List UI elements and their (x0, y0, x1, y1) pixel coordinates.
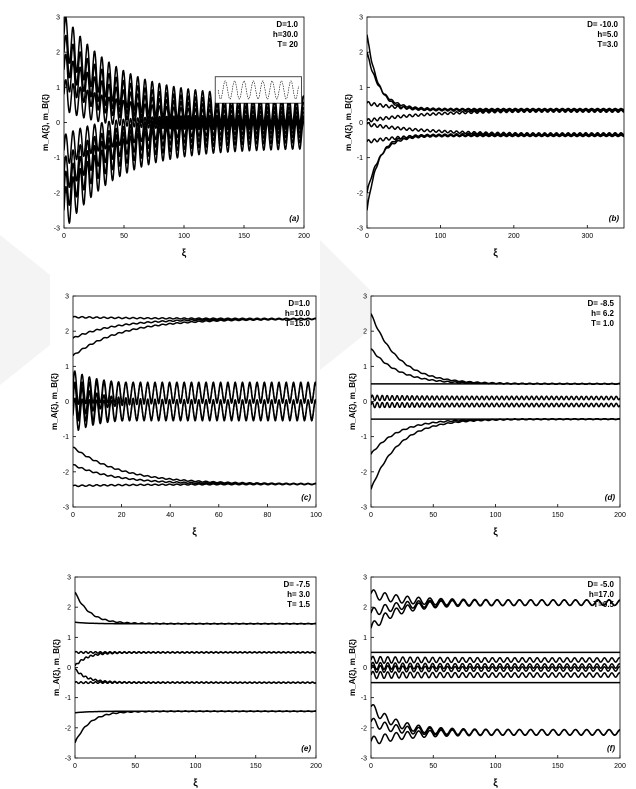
y-tick-label: 2 (65, 328, 69, 336)
x-tick-label: 60 (214, 512, 223, 519)
series-group (371, 590, 620, 744)
parameter-label: D= -10.0 (587, 20, 618, 29)
series-1 (367, 35, 624, 111)
y-tick-label: -1 (360, 434, 367, 442)
panel-tag: (c) (301, 493, 311, 502)
series-10 (73, 484, 316, 487)
y-tick-label: 2 (363, 328, 367, 336)
x-tick-label: 200 (310, 763, 322, 770)
series-8 (73, 447, 316, 484)
y-tick-label: 3 (363, 574, 367, 582)
x-tick-label: 50 (429, 512, 438, 519)
panel-e (52, 575, 322, 789)
x-tick-label: 0 (71, 512, 75, 519)
x-tick-label: 100 (489, 763, 502, 770)
panel-f (348, 575, 626, 789)
y-axis-label: m_A(ξ), m_B(ξ) (344, 94, 353, 151)
y-tick-label: 0 (359, 120, 363, 127)
x-tick-label: 100 (489, 512, 502, 519)
panel-tag: (b) (608, 214, 619, 223)
y-tick-label: 1 (363, 634, 367, 642)
x-tick-label: 100 (310, 512, 322, 519)
x-tick-label: 150 (551, 512, 564, 519)
series-3 (371, 600, 620, 628)
x-axis-label: ξ (493, 778, 498, 789)
plot-frame (75, 577, 316, 758)
y-tick-label: 0 (67, 665, 71, 672)
parameter-label: D=1.0 (288, 299, 310, 308)
series-5 (371, 656, 620, 663)
series-8 (367, 134, 624, 210)
y-tick-label: 3 (56, 14, 60, 22)
parameter-label: h=5.0 (597, 30, 618, 39)
series-4 (371, 395, 620, 400)
plot-frame (371, 296, 620, 507)
y-axis-label: m_A(ξ), m_B(ξ) (348, 373, 357, 430)
x-tick-label: 150 (238, 233, 250, 240)
series-group (367, 35, 624, 211)
y-tick-label: -3 (53, 225, 60, 233)
x-tick-label: 150 (249, 763, 262, 770)
y-axis-label: m_A(ξ), m_B(ξ) (50, 373, 59, 430)
y-tick-label: -3 (62, 504, 69, 512)
y-tick-label: 0 (363, 399, 367, 406)
series-group (73, 317, 316, 487)
y-tick-label: 1 (65, 363, 69, 371)
y-tick-label: 3 (363, 293, 367, 301)
x-tick-label: 0 (365, 233, 369, 240)
panel-tag: (e) (301, 744, 311, 753)
y-tick-label: -2 (356, 190, 363, 198)
y-tick-label: -2 (360, 469, 367, 477)
parameter-label: h= 6.2 (591, 309, 614, 318)
series-2 (367, 52, 624, 110)
y-tick-label: -2 (53, 190, 60, 198)
x-tick-label: 0 (73, 763, 77, 770)
parameter-label: D= -5.0 (587, 580, 614, 589)
panel-b (344, 15, 624, 260)
series-1 (371, 314, 620, 385)
series-12 (371, 730, 620, 744)
y-tick-label: 1 (67, 634, 71, 642)
parameter-label: h=30.0 (272, 30, 298, 39)
x-tick-label: 200 (614, 763, 626, 770)
parameter-label: T= 20 (277, 40, 298, 49)
x-tick-label: 200 (298, 233, 310, 240)
x-tick-label: 150 (551, 763, 564, 770)
parameter-label: T=15.0 (284, 319, 310, 328)
x-tick-label: 50 (120, 233, 128, 240)
plot-frame (367, 17, 624, 228)
parameter-label: D= -7.5 (283, 580, 310, 589)
parameter-label: D= -8.5 (587, 299, 614, 308)
parameter-label: T=0.5 (593, 600, 614, 609)
y-tick-label: -3 (360, 504, 367, 512)
parameter-label: D=1.0 (276, 20, 298, 29)
y-tick-label: 1 (359, 84, 363, 92)
parameter-label: T= 1.0 (591, 319, 614, 328)
x-axis-label: ξ (192, 527, 197, 538)
parameter-label: h= 3.0 (287, 590, 310, 599)
y-tick-label: 1 (363, 363, 367, 371)
series-5 (75, 669, 316, 683)
series-8 (371, 419, 620, 490)
y-tick-label: 2 (67, 604, 71, 612)
x-tick-label: 50 (429, 763, 438, 770)
x-axis-label: ξ (193, 778, 198, 789)
y-tick-label: 0 (56, 120, 60, 127)
series-2 (73, 319, 316, 339)
x-tick-label: 40 (166, 512, 175, 519)
x-tick-label: 20 (117, 512, 126, 519)
panel-c (50, 294, 322, 539)
series-4 (75, 652, 316, 666)
y-tick-label: -2 (64, 725, 71, 733)
x-tick-label: 100 (178, 233, 190, 240)
x-tick-label: 100 (434, 233, 447, 240)
x-axis-label: ξ (493, 248, 498, 259)
x-axis-label: ξ (493, 527, 498, 538)
y-tick-label: 3 (359, 14, 363, 22)
panel-tag: (f) (607, 744, 615, 753)
y-tick-label: 2 (359, 49, 363, 57)
y-axis-label: m_A(ξ), m_B(ξ) (348, 639, 357, 696)
panel-d (348, 294, 626, 539)
x-tick-label: 80 (263, 512, 272, 519)
series-3 (73, 319, 316, 356)
y-tick-label: 2 (363, 604, 367, 612)
x-tick-label: 100 (189, 763, 202, 770)
y-tick-label: -3 (356, 225, 363, 233)
y-axis-label: m_A(ξ), m_B(ξ) (41, 94, 50, 151)
x-tick-label: 0 (369, 512, 373, 519)
x-tick-label: 200 (508, 233, 520, 240)
x-tick-label: 0 (369, 763, 373, 770)
y-tick-label: -1 (53, 155, 60, 163)
panel-a (41, 15, 310, 260)
x-tick-label: 200 (614, 512, 626, 519)
panel-tag: (a) (289, 214, 299, 223)
x-axis-label: ξ (181, 248, 187, 259)
y-tick-label: -1 (62, 434, 69, 442)
parameter-label: T= 1.5 (287, 600, 310, 609)
series-group (64, 17, 304, 224)
x-tick-label: 300 (581, 233, 594, 240)
series-8 (75, 711, 316, 743)
parameter-label: T=3.0 (597, 40, 618, 49)
panel-tag: (d) (604, 493, 615, 502)
y-tick-label: 0 (65, 399, 69, 406)
y-tick-label: 2 (56, 49, 60, 57)
series-1 (75, 592, 316, 624)
y-axis-label: m_A(ξ), m_B(ξ) (52, 639, 61, 696)
y-tick-label: -3 (360, 755, 367, 763)
series-8 (371, 672, 620, 679)
x-tick-label: 50 (131, 763, 140, 770)
y-tick-label: -1 (64, 695, 71, 703)
y-tick-label: 0 (363, 665, 367, 672)
y-tick-label: -2 (360, 725, 367, 733)
series-5 (371, 402, 620, 407)
parameter-label: h=17.0 (588, 590, 614, 599)
y-tick-label: -2 (62, 469, 69, 477)
x-tick-label: 0 (62, 233, 66, 240)
series-group (75, 592, 316, 743)
y-tick-label: 1 (56, 84, 60, 92)
parameter-label: h=10.0 (284, 309, 310, 318)
series-2 (75, 622, 316, 624)
y-tick-label: -1 (356, 155, 363, 163)
series-6 (75, 682, 316, 684)
y-tick-label: 3 (67, 574, 71, 582)
y-tick-label: 3 (65, 293, 69, 301)
series-group (371, 314, 620, 490)
y-tick-label: -3 (64, 755, 71, 763)
y-tick-label: -1 (360, 695, 367, 703)
series-7 (367, 135, 624, 193)
